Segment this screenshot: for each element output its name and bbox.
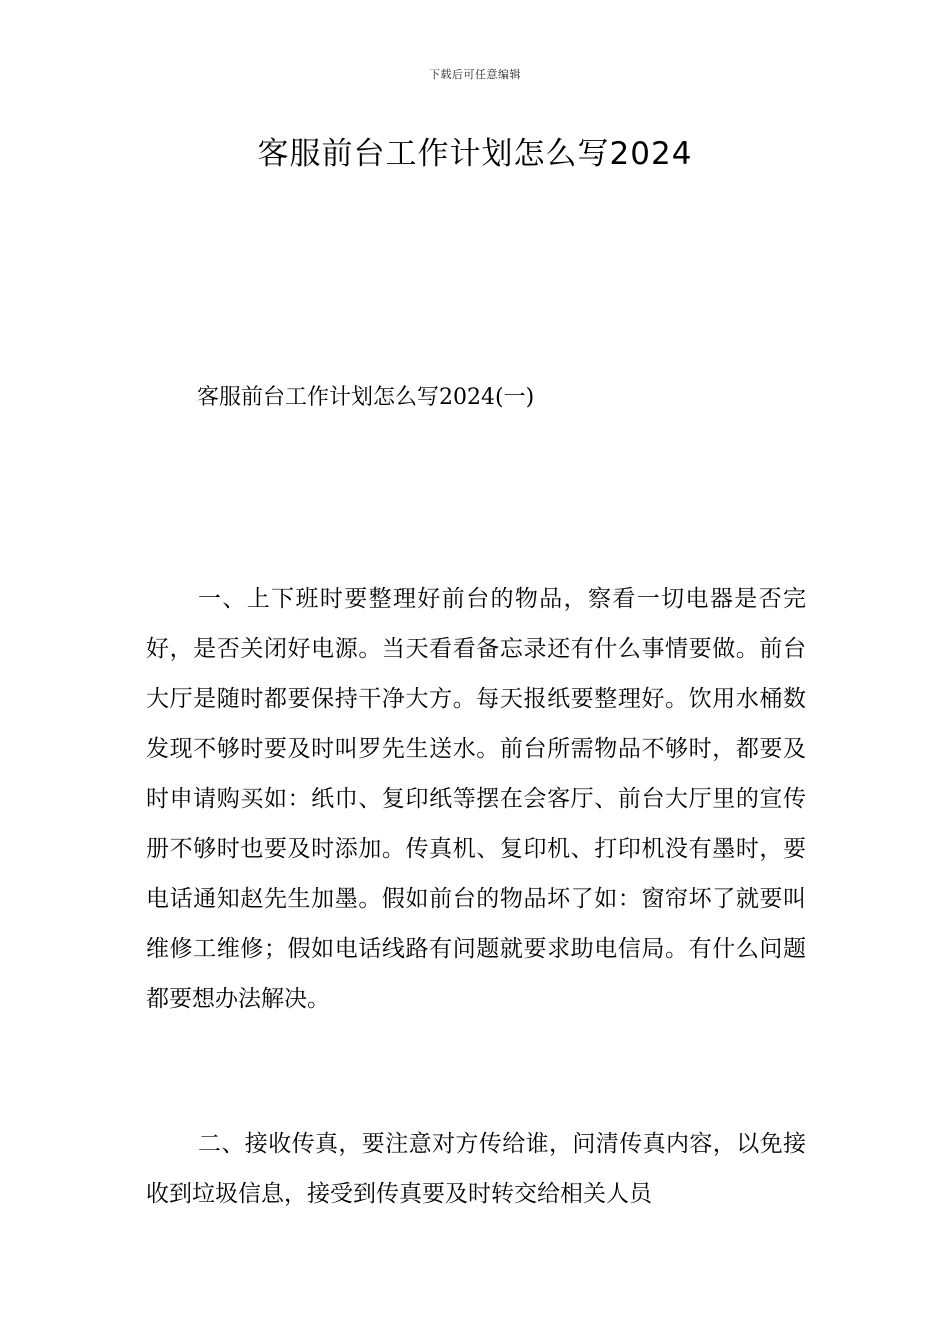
body-paragraph-2: 二、接收传真，要注意对方传给谁，问清传真内容，以免接收到垃圾信息，接受到传真要及时转交给相关人员	[146, 1131, 806, 1207]
body-paragraph-1: 一、上下班时要整理好前台的物品，察看一切电器是否完好，是否关闭好电源。当天看看备忘录还有什么事情要做。前台大厅是随时都要保持干净大方。每天报纸要整理好。饮用水桶数发现不够时要及时叫罗先生送水。前台所需物品不够时，都要及时申请购买如：纸巾、复印纸等摆在会客厅、前台大厅里的宣传册不够时也要及时添加。传真机、复印机、打印机没有墨时，要电话通知赵先生加墨。假如前台的物品坏了如：窗帘坏了就要叫维修工维修；假如电话线路有问题就要求助电信局。有什么问题都要想办法解决。	[146, 586, 806, 1012]
section-heading: 客服前台工作计划怎么写2024(一)	[197, 385, 535, 410]
document-title: 客服前台工作计划怎么写2024	[257, 136, 693, 172]
header-note: 下载后可任意编辑	[429, 68, 521, 81]
